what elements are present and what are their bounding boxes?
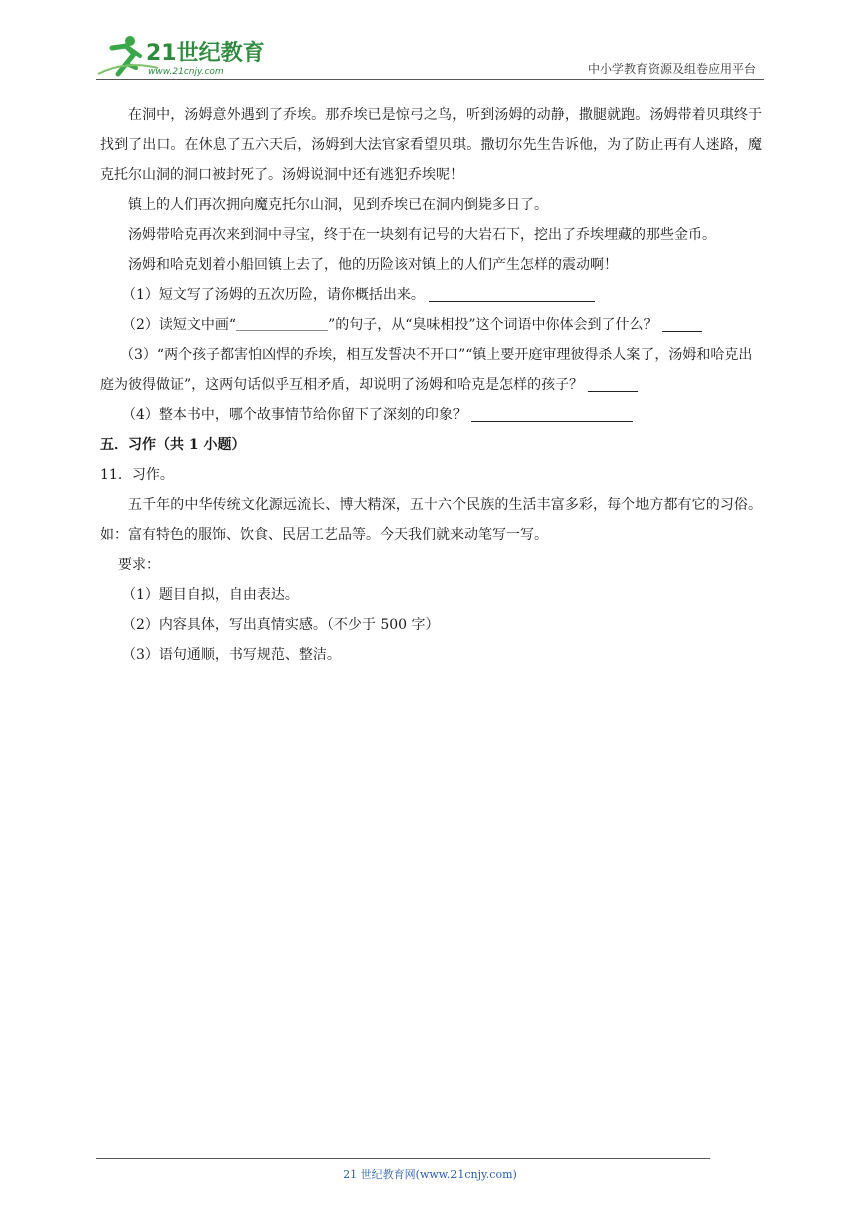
answer-blank xyxy=(429,287,595,302)
header-platform-text: 中小学教育资源及组卷应用平台 xyxy=(587,62,756,76)
passage-paragraph: 汤姆和哈克划着小船回镇上去了，他的历险该对镇上的人们产生怎样的震动啊！ xyxy=(128,257,618,273)
question-11: 11．习作。 xyxy=(100,467,174,483)
passage-paragraph: 在洞中，汤姆意外遇到了乔埃。那乔埃已是惊弓之鸟，听到汤姆的动静，撒腿就跑。汤姆带着贝琪终于找到了出口。在休息了五六天后，汤姆到大法官家看望贝琪。撒切尔先生告诉他，为了防止再有人迷路，魔克托尔山洞的洞口被封死了。汤姆说洞中还有逃犯乔埃呢！ xyxy=(100,107,762,183)
section-title: 五．习作（共 1 小题） xyxy=(100,437,246,453)
passage-paragraph: 汤姆带哈克再次来到洞中寻宝，终于在一块刻有记号的大岩石下，挖出了乔埃埋藏的那些金币。 xyxy=(128,227,716,243)
header-divider xyxy=(96,79,764,80)
requirement-item: （1）题目自拟，自由表达。 xyxy=(122,587,299,603)
question-3: （3）“两个孩子都害怕凶悍的乔埃，相互发誓决不开口”“镇上要开庭审理彼得杀人案了，汤姆和哈克出庭为彼得做证”，这两句话似乎互相矛盾，却说明了汤姆和哈克是怎样的孩子？ xyxy=(100,347,753,393)
footer-divider xyxy=(96,1158,710,1159)
svg-text:www.21cnjy.com: www.21cnjy.com xyxy=(148,67,224,77)
question-1: （1）短文写了汤姆的五次历险，请你概括出来。 xyxy=(100,280,762,310)
requirements-label: 要求： xyxy=(118,557,160,573)
svg-text:21世纪教育: 21世纪教育 xyxy=(146,41,265,66)
footer-text: 21 世纪教育网(www.21cnjy.com) xyxy=(343,1168,517,1181)
inline-blank xyxy=(236,318,328,331)
question-4: （4）整本书中，哪个故事情节给你留下了深刻的印象？ xyxy=(100,400,762,430)
question-2: （2）读短文中画“ ”的句子，从“臭味相投”这个词语中你体会到了什么？ xyxy=(100,310,762,340)
requirement-item: （3）语句通顺，书写规范、整洁。 xyxy=(122,647,341,663)
site-logo xyxy=(96,34,266,78)
answer-blank xyxy=(471,407,633,422)
answer-blank xyxy=(588,377,638,392)
answer-blank xyxy=(662,317,702,332)
passage-paragraph: 镇上的人们再次拥向魔克托尔山洞，见到乔埃已在洞内倒毙多日了。 xyxy=(128,197,548,213)
document-body xyxy=(100,100,762,670)
requirement-item: （2）内容具体，写出真情实感。（不少于 500 字） xyxy=(122,617,440,633)
writing-intro: 五千年的中华传统文化源远流长、博大精深，五十六个民族的生活丰富多彩，每个地方都有它的习俗。如：富有特色的服饰、饮食、民居工艺品等。今天我们就来动笔写一写。 xyxy=(100,497,762,543)
